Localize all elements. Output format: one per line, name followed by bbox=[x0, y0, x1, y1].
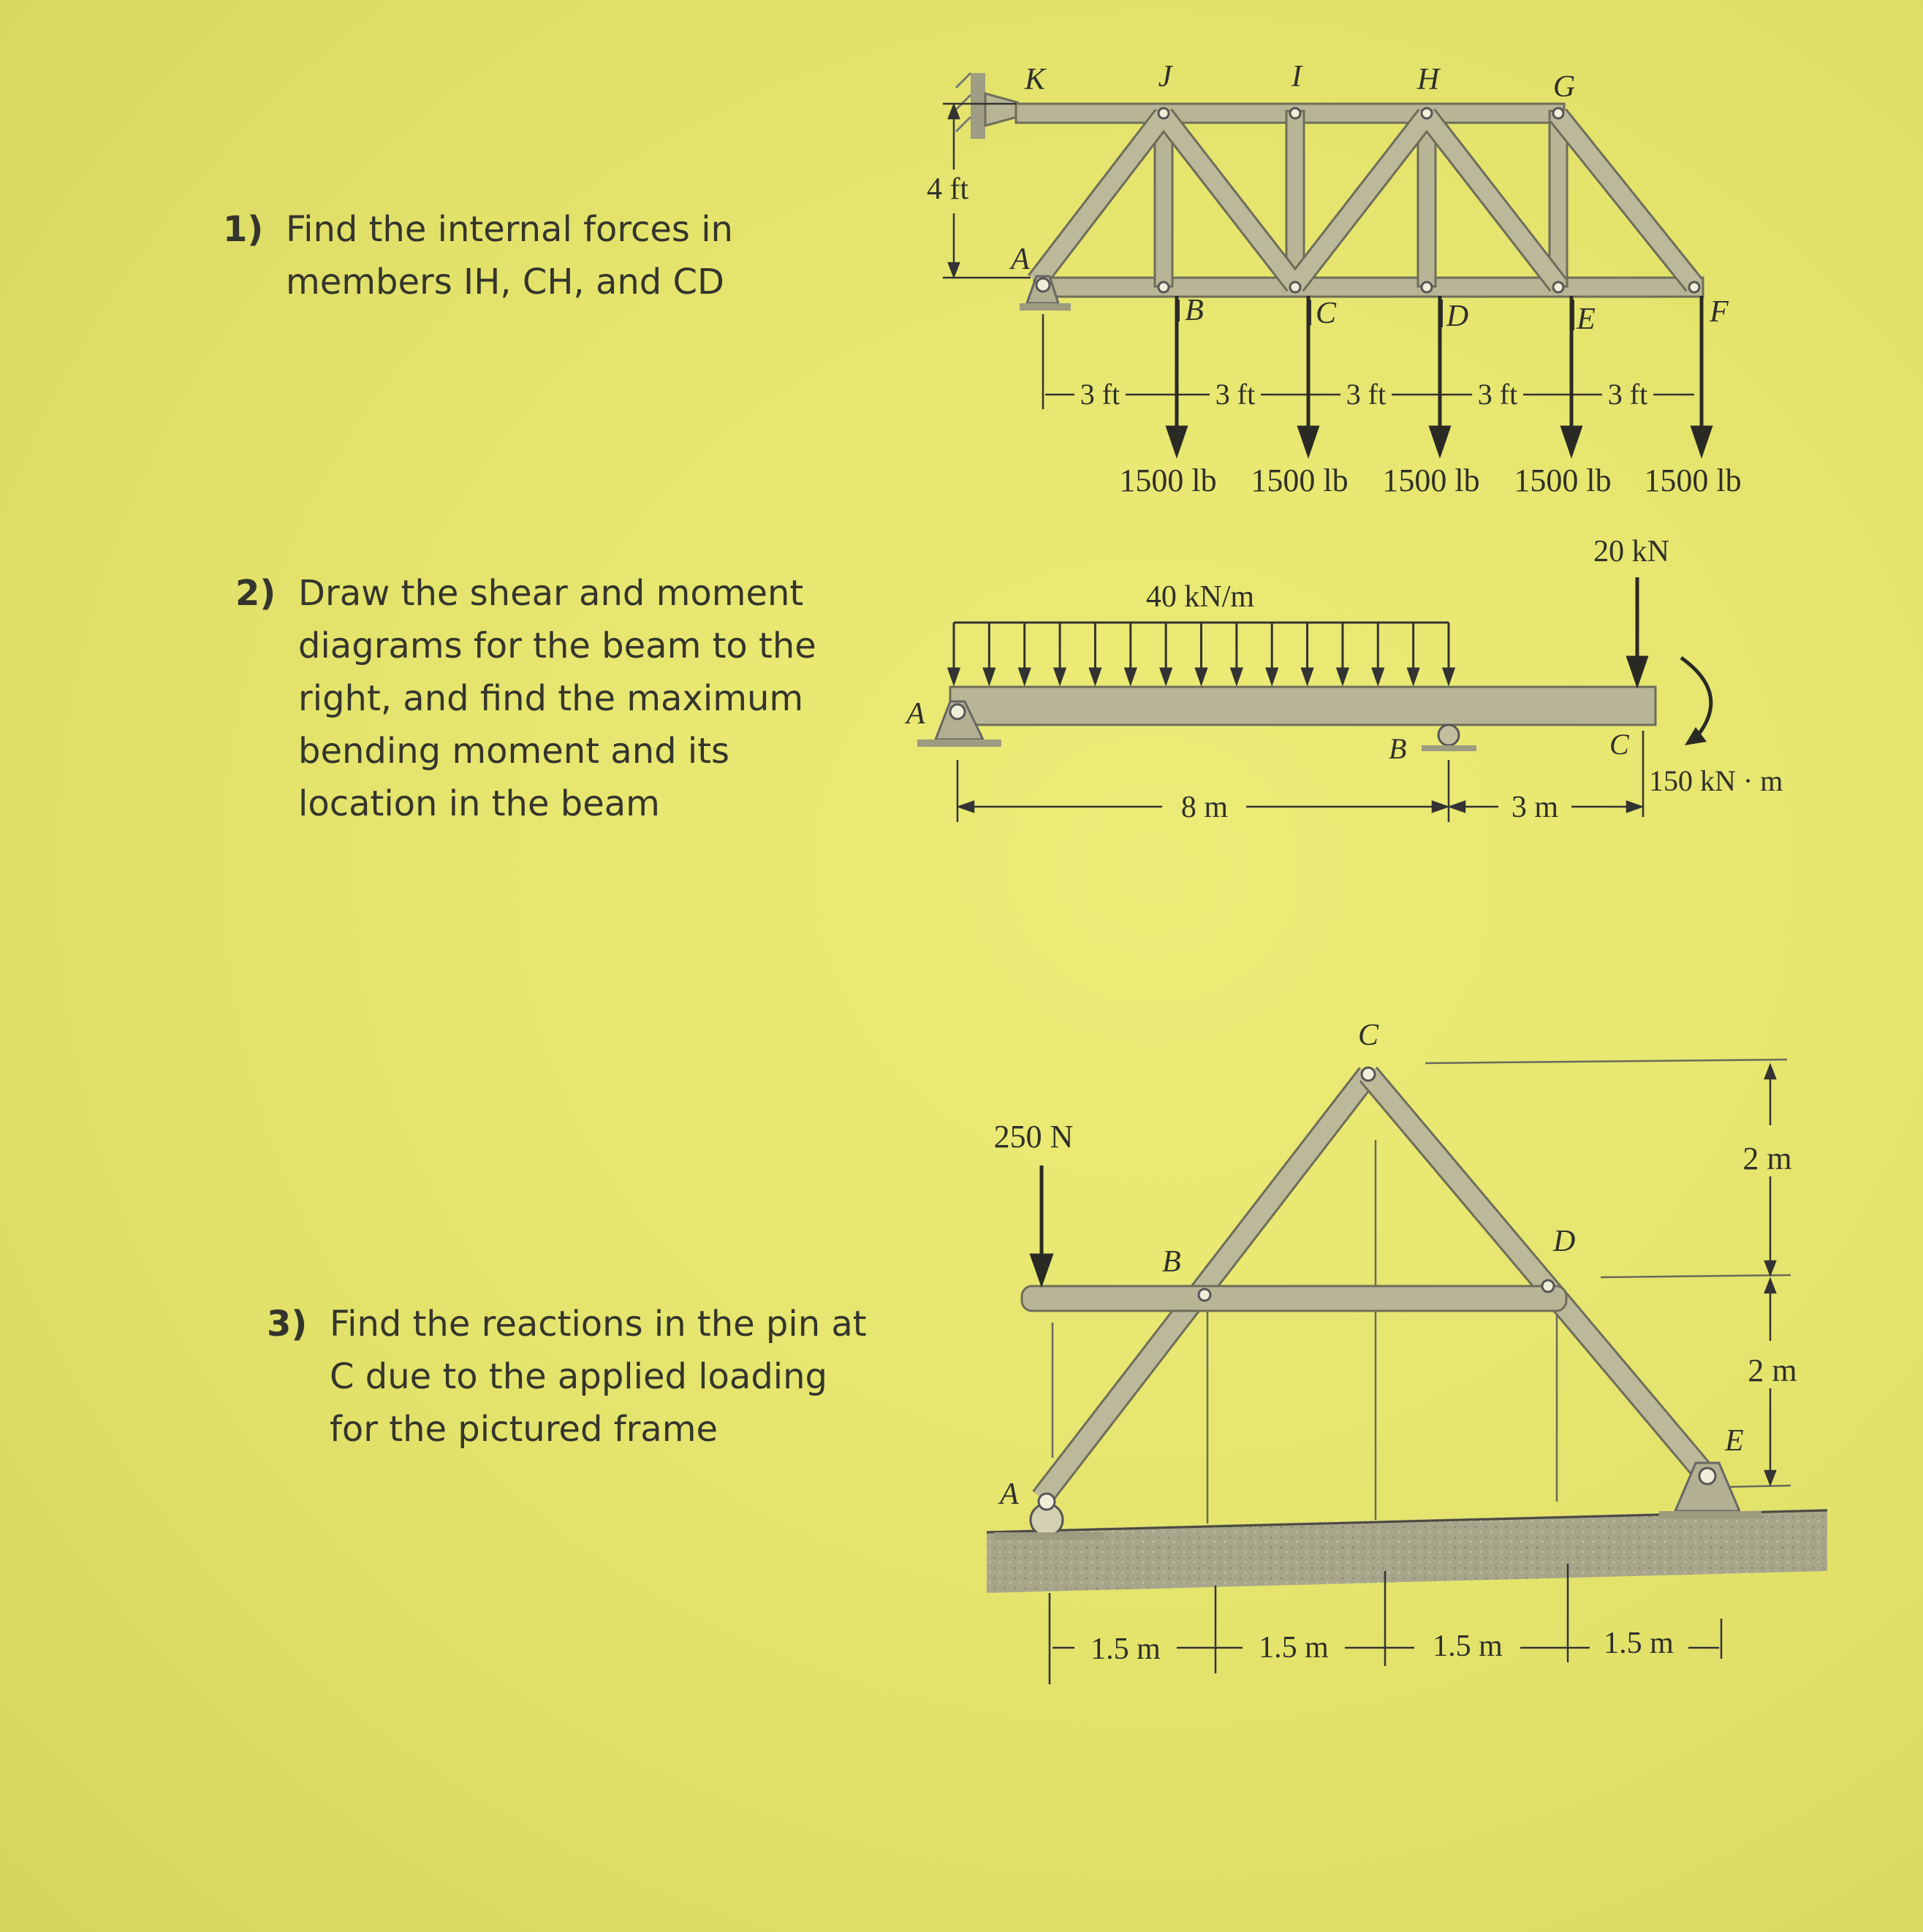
frame-label-b: B bbox=[1162, 1245, 1181, 1279]
udl-arrow-head bbox=[1267, 669, 1277, 683]
beam-body bbox=[950, 687, 1655, 725]
point-load-label: 20 kN bbox=[1593, 535, 1669, 568]
load-label: 1500 lb bbox=[1644, 463, 1742, 498]
udl-arrow-head bbox=[1408, 669, 1419, 683]
joint-label-h: H bbox=[1416, 63, 1440, 96]
span-label: 3 m bbox=[1511, 791, 1559, 824]
joint-label-b: B bbox=[1185, 294, 1204, 327]
pin-support-e bbox=[1659, 1463, 1761, 1518]
member-ce bbox=[1368, 1074, 1707, 1476]
udl-arrow-head bbox=[1126, 669, 1136, 683]
end-label-c: C bbox=[1609, 728, 1629, 761]
joint-label-e: E bbox=[1577, 303, 1596, 336]
frame-label-d: D bbox=[1553, 1225, 1576, 1258]
height-label: 4 ft bbox=[927, 172, 969, 206]
vertical-dim-label: 2 m bbox=[1748, 1353, 1797, 1388]
frame-load-arrow bbox=[1032, 1165, 1051, 1282]
joint-label-f: F bbox=[1710, 295, 1729, 329]
load-label: 1500 lb bbox=[1382, 463, 1480, 498]
joint-label-i: I bbox=[1292, 60, 1302, 94]
load-label: 1500 lb bbox=[1514, 463, 1612, 498]
question-text-line: Find the internal forces in bbox=[286, 209, 733, 250]
question-number: 1) bbox=[223, 209, 264, 250]
couple-label: 150 kN · m bbox=[1649, 764, 1783, 797]
truss-figure bbox=[927, 60, 1742, 498]
member-bd bbox=[1022, 1286, 1566, 1311]
frame-load-label: 250 N bbox=[993, 1119, 1074, 1155]
load-label: 1500 lb bbox=[1251, 463, 1349, 498]
udl-arrow-head bbox=[1020, 669, 1030, 683]
span-label: 3 ft bbox=[1346, 378, 1387, 411]
question-text-line: C due to the applied loading bbox=[330, 1356, 828, 1397]
joint-label-j: J bbox=[1158, 60, 1172, 94]
udl-arrow-head bbox=[1196, 669, 1207, 683]
load-arrows bbox=[1168, 296, 1710, 453]
span-label: 3 ft bbox=[1080, 378, 1120, 411]
udl-arrow-head bbox=[949, 669, 959, 683]
joint-label-a: A bbox=[1011, 243, 1030, 276]
roller-support-b bbox=[1422, 725, 1476, 751]
question-text-line: bending moment and its bbox=[298, 731, 730, 772]
joint-label-k: K bbox=[1025, 63, 1046, 96]
span-label: 3 ft bbox=[1477, 378, 1518, 411]
question-text-line: for the pictured frame bbox=[330, 1409, 718, 1450]
load-label: 1500 lb bbox=[1119, 463, 1217, 498]
question-number: 3) bbox=[267, 1304, 308, 1345]
horizontal-dim-label: 1.5 m bbox=[1091, 1632, 1161, 1666]
udl-arrow-head bbox=[1338, 669, 1348, 683]
span-label: 8 m bbox=[1180, 791, 1229, 824]
udl-arrow-head bbox=[1090, 669, 1100, 683]
udl-arrow-head bbox=[984, 669, 994, 683]
udl-arrow-head bbox=[1302, 669, 1313, 683]
joint-label-d: D bbox=[1446, 300, 1469, 333]
span-label: 3 ft bbox=[1607, 378, 1648, 411]
udl-arrow-head bbox=[1373, 669, 1383, 683]
question-text-line: location in the beam bbox=[298, 783, 660, 824]
wall-support-k bbox=[956, 73, 1017, 139]
horizontal-dim-label: 1.5 m bbox=[1259, 1631, 1329, 1665]
distributed-load-arrows bbox=[949, 623, 1454, 683]
couple-arc bbox=[1681, 658, 1711, 738]
question-text-line: Find the reactions in the pin at bbox=[330, 1304, 867, 1345]
truss-bottom-chord bbox=[1034, 278, 1703, 297]
frame-figure bbox=[987, 1019, 1827, 1684]
frame-horizontal-labels bbox=[1091, 1627, 1674, 1666]
udl-arrow-head bbox=[1161, 669, 1171, 683]
frame-label-c: C bbox=[1358, 1019, 1379, 1052]
vertical-dim-label: 2 m bbox=[1742, 1141, 1792, 1176]
joint-label-g: G bbox=[1552, 70, 1576, 104]
horizontal-dim-label: 1.5 m bbox=[1604, 1627, 1674, 1660]
truss-diagonals-fill bbox=[1036, 115, 1694, 285]
frame-label-a: A bbox=[1000, 1477, 1019, 1511]
truss-joint-labels bbox=[1024, 63, 1047, 96]
point-load-arrow bbox=[1628, 577, 1646, 683]
horizontal-dim-label: 1.5 m bbox=[1433, 1629, 1503, 1663]
truss-top-labels bbox=[1158, 60, 1576, 104]
question-text-line: right, and find the maximum bbox=[298, 678, 804, 719]
distributed-load-label: 40 kN/m bbox=[1145, 580, 1255, 614]
joint-label-c: C bbox=[1315, 297, 1337, 330]
span-label: 3 ft bbox=[1215, 378, 1256, 411]
question-text-line: Draw the shear and moment bbox=[298, 573, 804, 614]
question-text-line: members IH, CH, and CD bbox=[286, 262, 724, 303]
beam-figure bbox=[904, 535, 1783, 824]
udl-arrow-head bbox=[1444, 669, 1454, 683]
frame-label-e: E bbox=[1725, 1424, 1744, 1458]
question-number: 2) bbox=[235, 573, 276, 614]
load-labels bbox=[1119, 463, 1741, 498]
truss-label-tags bbox=[1179, 300, 1574, 330]
question-text-line: diagrams for the beam to the bbox=[298, 625, 816, 666]
udl-arrow-head bbox=[1055, 669, 1065, 683]
udl-arrow-head bbox=[1232, 669, 1242, 683]
support-label-a: A bbox=[906, 697, 925, 731]
support-label-b: B bbox=[1389, 732, 1407, 765]
